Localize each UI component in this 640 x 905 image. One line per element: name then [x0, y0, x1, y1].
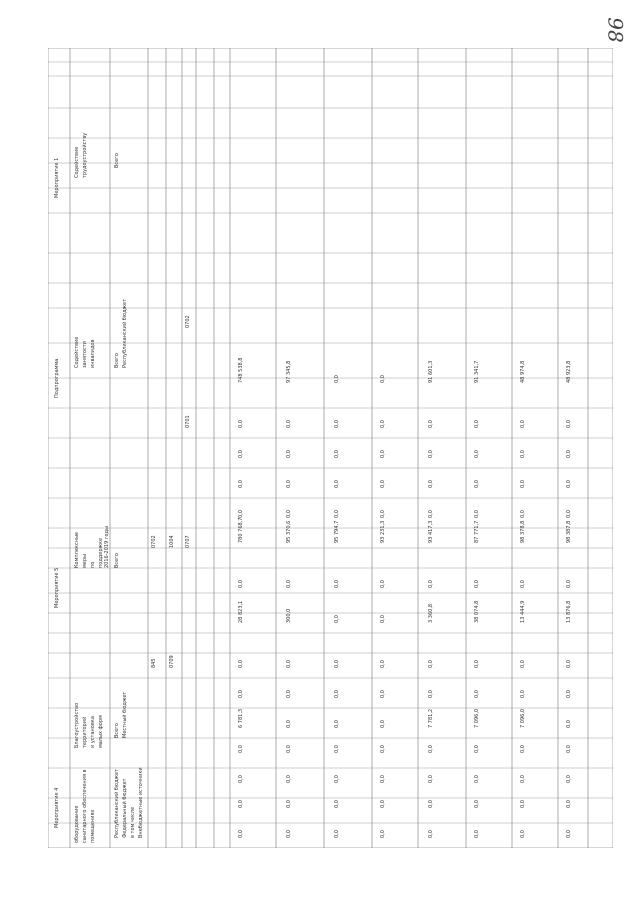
desc-2-d: поддержке	[98, 537, 104, 568]
value-cell: 748 538,8	[238, 357, 244, 383]
value-cell: 93 417,3	[428, 520, 434, 543]
code-5: 0701	[185, 415, 191, 428]
value-cell: 0,0	[334, 800, 340, 808]
value-cell: 0,0	[334, 690, 340, 698]
code-1: 0702	[151, 535, 157, 548]
value-cell: 0,0	[334, 775, 340, 783]
event-label-3: Подпрограмма	[54, 358, 60, 398]
value-cell: 0,0	[428, 580, 434, 588]
value-cell: 300,0	[286, 608, 292, 623]
value-cell: 28 823,1	[238, 600, 244, 623]
value-cell: 0,0	[428, 510, 434, 518]
value-cell: 0,0	[474, 775, 480, 783]
code-4: 0707	[185, 535, 191, 548]
desc-3-a: Содействие	[74, 336, 80, 368]
value-cell: 0,0	[238, 480, 244, 488]
value-cell: 0,0	[380, 450, 386, 458]
value-cell: 0,0	[520, 830, 526, 838]
value-cell: 0,0	[286, 775, 292, 783]
value-cell: 48 974,8	[520, 360, 526, 383]
desc-4-b: трудоустройству	[82, 132, 88, 178]
budget-label-0: Республиканский бюджет	[114, 768, 120, 838]
value-cell: 0,0	[428, 800, 434, 808]
value-cell: 95 370,6	[286, 520, 292, 543]
value-cell: 95 794,7	[334, 520, 340, 543]
value-cell: 0,0	[566, 745, 572, 753]
value-cell: 0,0	[520, 580, 526, 588]
value-cell: 0,0	[474, 660, 480, 668]
value-cell: 0,0	[286, 800, 292, 808]
value-cell: 87 771,7	[474, 520, 480, 543]
value-cell: 0,0	[238, 510, 244, 518]
value-cell: 0,0	[520, 480, 526, 488]
code-2: 0709	[169, 655, 175, 668]
value-cell: 0,0	[474, 450, 480, 458]
desc-2-a: Комплексные	[74, 532, 80, 568]
value-cell: 0,0	[238, 690, 244, 698]
value-cell: 0,0	[380, 660, 386, 668]
value-cell: 0,0	[286, 450, 292, 458]
desc-0-a: оборудование	[74, 805, 80, 843]
value-cell: 0,0	[286, 690, 292, 698]
value-cell: 0,0	[334, 510, 340, 518]
value-cell: 0,0	[566, 510, 572, 518]
budget-label-4: Местный бюджет	[122, 691, 128, 738]
value-cell: 0,0	[428, 420, 434, 428]
value-cell: 0,0	[286, 580, 292, 588]
value-cell: 0,0	[566, 690, 572, 698]
desc-1-a: Благоустройство	[74, 702, 80, 748]
value-cell: 0,0	[566, 775, 572, 783]
desc-1-d: малых форм	[98, 715, 104, 748]
value-cell: 0,0	[380, 745, 386, 753]
value-cell: 0,0	[474, 510, 480, 518]
value-cell: 0,0	[474, 690, 480, 698]
value-cell: 0,0	[334, 830, 340, 838]
code-6: 0702	[185, 315, 191, 328]
budget-label-5b: Всего	[114, 553, 120, 568]
value-cell: 0,0	[520, 775, 526, 783]
budget-label-5: Всего	[114, 723, 120, 738]
desc-2-b: меры	[82, 554, 88, 568]
value-cell: 13 444,9	[520, 600, 526, 623]
value-cell: 0,0	[286, 660, 292, 668]
value-cell: 0,0	[334, 420, 340, 428]
desc-1-c: и установка	[90, 716, 96, 748]
desc-2-e: 2016-2019 годы	[104, 526, 110, 568]
value-cell: 0,0	[566, 450, 572, 458]
value-cell: 13 876,8	[566, 600, 572, 623]
budget-label-5d: Всего	[114, 153, 120, 168]
value-cell: 0,0	[520, 690, 526, 698]
value-cell: 0,0	[566, 480, 572, 488]
value-cell: 0,0	[380, 720, 386, 728]
value-cell: 0,0	[474, 480, 480, 488]
value-cell: 0,0	[286, 420, 292, 428]
value-cell: 7 096,0	[474, 708, 480, 728]
budget-label-2: в том числе	[130, 806, 136, 838]
value-cell: 0,0	[238, 830, 244, 838]
value-cell: 0,0	[380, 830, 386, 838]
value-cell: 0,0	[334, 660, 340, 668]
value-cell: 0,0	[238, 800, 244, 808]
budget-label-5c: Всего	[114, 353, 120, 368]
value-cell: 0,0	[380, 580, 386, 588]
value-cell: 0,0	[380, 775, 386, 783]
value-cell: 0,0	[380, 420, 386, 428]
value-cell: 0,0	[286, 830, 292, 838]
value-cell: 0,0	[428, 690, 434, 698]
value-cell: 0,0	[428, 745, 434, 753]
desc-2-c: по	[90, 561, 96, 568]
value-cell: 0,0	[566, 800, 572, 808]
value-cell: 780 768,7	[238, 517, 244, 543]
table-grid	[48, 48, 613, 848]
value-cell: 6 781,3	[238, 708, 244, 728]
value-cell: 38 074,8	[474, 600, 480, 623]
value-cell: 0,0	[238, 580, 244, 588]
value-cell: 0,0	[428, 450, 434, 458]
value-cell: 0,0	[566, 420, 572, 428]
value-cell: 0,0	[334, 450, 340, 458]
event-label-4: Мероприятие 1	[54, 157, 60, 198]
value-cell: 0,0	[566, 660, 572, 668]
value-cell: 0,0	[474, 580, 480, 588]
value-cell: 0,0	[380, 480, 386, 488]
code-0: 845	[151, 658, 157, 668]
event-label-1: Мероприятие 4	[54, 787, 60, 828]
code-3: 1004	[169, 535, 175, 548]
value-cell: 0,0	[566, 720, 572, 728]
value-cell: 0,0	[286, 480, 292, 488]
value-cell: 0,0	[474, 745, 480, 753]
value-cell: 0,0	[520, 745, 526, 753]
desc-4-a: Содействие	[74, 146, 80, 178]
value-cell: 0,0	[334, 580, 340, 588]
value-cell: 0,0	[380, 800, 386, 808]
value-cell: 0,0	[474, 420, 480, 428]
value-cell: 0,0	[380, 510, 386, 518]
value-cell: 0,0	[286, 720, 292, 728]
value-cell: 0,0	[428, 830, 434, 838]
value-cell: 0,0	[380, 690, 386, 698]
value-cell: 0,0	[286, 745, 292, 753]
desc-3-c: инвалидов	[90, 339, 96, 368]
value-cell: 93 231,3	[380, 520, 386, 543]
value-cell: 98 378,8	[520, 520, 526, 543]
page-number: 98	[603, 17, 628, 43]
value-cell: 0,0	[238, 745, 244, 753]
value-cell: 0,0	[334, 720, 340, 728]
desc-1-b: территорий	[82, 716, 88, 748]
value-cell: 0,0	[520, 660, 526, 668]
value-cell: 0,0	[334, 745, 340, 753]
value-cell: 0,0	[520, 800, 526, 808]
value-cell: 0,0	[238, 450, 244, 458]
value-cell: 0,0	[334, 375, 340, 383]
value-cell: 7 781,2	[428, 708, 434, 728]
budget-label-3: Внебюджетные источники	[138, 767, 144, 838]
value-cell: 91 341,7	[474, 360, 480, 383]
value-cell: 48 923,8	[566, 360, 572, 383]
value-cell: 0,0	[334, 480, 340, 488]
value-cell: 0,0	[520, 510, 526, 518]
value-cell: 97 345,8	[286, 360, 292, 383]
value-cell: 0,0	[428, 775, 434, 783]
value-cell: 0,0	[238, 775, 244, 783]
budget-label-1: Федеральный бюджет	[122, 778, 128, 838]
value-cell: 0,0	[380, 375, 386, 383]
value-cell: 3 360,8	[428, 603, 434, 623]
value-cell: 0,0	[428, 480, 434, 488]
value-cell: 0,0	[380, 615, 386, 623]
value-cell: 0,0	[566, 830, 572, 838]
value-cell: 0,0	[520, 450, 526, 458]
value-cell: 0,0	[566, 580, 572, 588]
value-cell: 0,0	[238, 660, 244, 668]
event-label-2: Мероприятие 5	[54, 567, 60, 608]
desc-3-b: занятости	[82, 341, 88, 368]
value-cell: 91 601,3	[428, 360, 434, 383]
value-cell: 0,0	[238, 420, 244, 428]
value-cell: 0,0	[520, 420, 526, 428]
value-cell: 0,0	[286, 510, 292, 518]
desc-0-c: помещениях	[90, 809, 96, 843]
value-cell: 7 096,0	[520, 708, 526, 728]
budget-label-0b: Республиканский бюджет	[122, 298, 128, 368]
value-cell: 0,0	[334, 615, 340, 623]
value-cell: 0,0	[474, 800, 480, 808]
rotated-table	[48, 48, 613, 848]
value-cell: 98 387,8	[566, 520, 572, 543]
desc-0-b: санитарного обеспечения в	[82, 769, 88, 843]
value-cell: 0,0	[428, 660, 434, 668]
value-cell: 0,0	[474, 830, 480, 838]
